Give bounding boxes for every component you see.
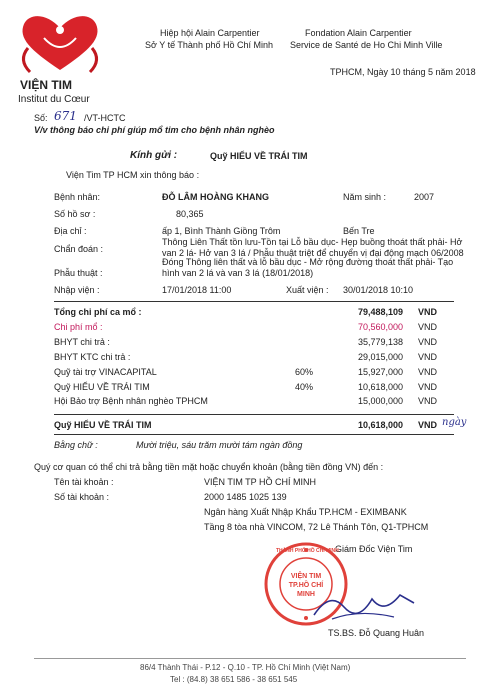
doc-subject: V/v thông báo chi phí giúp mổ tim cho bệnh nhân nghèo <box>34 125 275 135</box>
surgery-value: Đóng Thông liên thất và lỗ bầu dục - Mở rộng đường thoát thất phải- Tạo hình van 2 lá và van 3 lá (18/01/2018) <box>162 257 454 278</box>
logo <box>10 8 110 108</box>
cost-row-currency: VND <box>418 396 438 406</box>
left-dept: Sở Y tế Thành phố Hồ Chí Minh <box>145 40 273 50</box>
bank-address: Tầng 8 tòa nhà VINCOM, 72 Lê Thánh Tôn, Q1-TPHCM <box>204 522 429 532</box>
bank-name: Ngân hàng Xuất Nhập Khẩu TP.HCM - EXIMBANK <box>204 507 407 517</box>
divider-top <box>54 301 454 302</box>
amount-in-words-value: Mười triệu, sáu trăm mười tám ngàn đồng <box>136 440 303 450</box>
file-number-label: Số hồ sơ : <box>54 209 96 219</box>
birth-year-value: 2007 <box>414 192 435 202</box>
cost-row-label: Chi phí mổ : <box>54 322 103 332</box>
diagnosis-label: Chẩn đoán : <box>54 244 104 254</box>
cost-row-percent: 40% <box>295 382 314 392</box>
admit-label: Nhập viện : <box>54 285 100 295</box>
right-org: Fondation Alain Carpentier <box>305 28 412 38</box>
logo-subtitle: Institut du Cœur <box>18 94 90 105</box>
cost-row-value: 15,927,000 <box>358 367 404 377</box>
discharge-value: 30/01/2018 10:10 <box>343 285 414 295</box>
logo-name: VIỆN TIM <box>20 78 73 92</box>
cost-row-currency: VND <box>418 352 438 362</box>
account-name-label: Tên tài khoản : <box>54 477 114 487</box>
greeting-label: Kính gửi : <box>130 150 178 161</box>
divider-fund-bottom <box>54 434 454 435</box>
handwritten-signature <box>310 585 420 625</box>
payment-intro: Quý cơ quan có thể chi trả bằng tiền mặt hoặc chuyển khoản (bằng tiền đồng VN) đến : <box>34 462 384 472</box>
signer-name: TS.BS. Đỗ Quang Huân <box>328 628 425 638</box>
amount-in-words-label: Bằng chữ : <box>54 440 98 450</box>
cost-row-currency: VND <box>418 382 438 392</box>
footer-address: 86/4 Thành Thái - P.12 - Q.10 - TP. Hồ Chí Minh (Việt Nam) <box>140 663 351 672</box>
signer-title: Giám Đốc Viện Tim <box>335 544 413 554</box>
patient-name-label: Bệnh nhân: <box>54 192 101 202</box>
stamp-center-text: VIỆN TIM TP.HỒ CHÍ MINH <box>288 573 324 598</box>
cost-row-value: 15,000,000 <box>358 396 404 406</box>
cost-row-value: 35,779,138 <box>358 337 404 347</box>
account-number-value: 2000 1485 1025 139 <box>204 492 287 502</box>
province-value: Bến Tre <box>343 226 375 236</box>
cost-row-label: BHYT KTC chi trả : <box>54 352 131 362</box>
greeting-recipient: Quỹ HIỂU VỀ TRÁI TIM <box>210 151 308 161</box>
cost-row-value: 70,560,000 <box>358 322 404 332</box>
doc-number-label: Số: <box>34 113 48 123</box>
cost-row-label: Quỹ HIỂU VỀ TRÁI TIM <box>54 382 150 392</box>
divider-fund <box>54 414 454 415</box>
cost-row-label: Hội Bảo trợ Bệnh nhân nghèo TPHCM <box>54 396 208 406</box>
file-number-value: 80,365 <box>176 209 204 219</box>
address-label: Địa chỉ : <box>54 226 87 236</box>
right-dept: Service de Santé de Ho Chi Minh Ville <box>290 40 443 50</box>
doc-date: TPHCM, Ngày 10 tháng 5 năm 2018 <box>330 67 476 77</box>
patient-name-value: ĐỖ LÂM HOÀNG KHANG <box>162 192 269 202</box>
cost-row-label: BHYT chi trả : <box>54 337 110 347</box>
cost-row-currency: VND <box>418 367 438 377</box>
fund-currency: VND <box>418 420 438 430</box>
surgery-label: Phẫu thuật : <box>54 268 103 278</box>
heart-logo-icon <box>10 8 110 78</box>
birth-year-label: Năm sinh : <box>343 192 387 202</box>
stamp-ring-text: THÀNH PHỐ HỒ CHÍ MINH <box>276 548 339 554</box>
fund-value: 10,618,000 <box>358 420 404 430</box>
account-number-label: Số tài khoản : <box>54 492 110 502</box>
diagnosis-value: Thông Liên Thất tồn lưu-Tồn tại Lỗ bầu dục- Hẹp buồng thoát thất phải- Hở van 2 lá- Hở van 3 lá / Phẫu thuật triệt để chuyển vị đại động mạch 06/2008 <box>162 237 464 258</box>
doc-number-value: 671 <box>54 109 77 123</box>
left-org: Hiệp hội Alain Carpentier <box>160 28 260 38</box>
discharge-label: Xuất viện : <box>286 285 329 295</box>
intro-text: Viện Tim TP HCM xin thông báo : <box>66 170 200 180</box>
fund-label: Quỹ HIỂU VỀ TRÁI TIM <box>54 420 152 430</box>
cost-row-percent: 60% <box>295 367 314 377</box>
address-value: ấp 1, Bình Thành Giồng Trôm <box>162 226 281 236</box>
fund-handwritten-note: ngày <box>442 417 467 428</box>
cost-row-label: Quỹ tài trợ VINACAPITAL <box>54 367 157 377</box>
admit-value: 17/01/2018 11:00 <box>162 285 232 295</box>
total-cost-label: Tổng chi phí ca mổ : <box>54 307 142 317</box>
account-name-value: VIỆN TIM TP HỒ CHÍ MINH <box>204 477 317 487</box>
cost-row-currency: VND <box>418 337 438 347</box>
footer-divider <box>34 658 466 659</box>
doc-number-suffix: /VT-HCTC <box>84 113 126 123</box>
cost-row-currency: VND <box>418 322 438 332</box>
total-cost-currency: VND <box>418 307 438 317</box>
total-cost-value: 79,488,109 <box>358 307 404 317</box>
footer-phone: Tel : (84.8) 38 651 586 - 38 651 545 <box>170 675 298 684</box>
cost-row-value: 10,618,000 <box>358 382 404 392</box>
cost-row-value: 29,015,000 <box>358 352 404 362</box>
